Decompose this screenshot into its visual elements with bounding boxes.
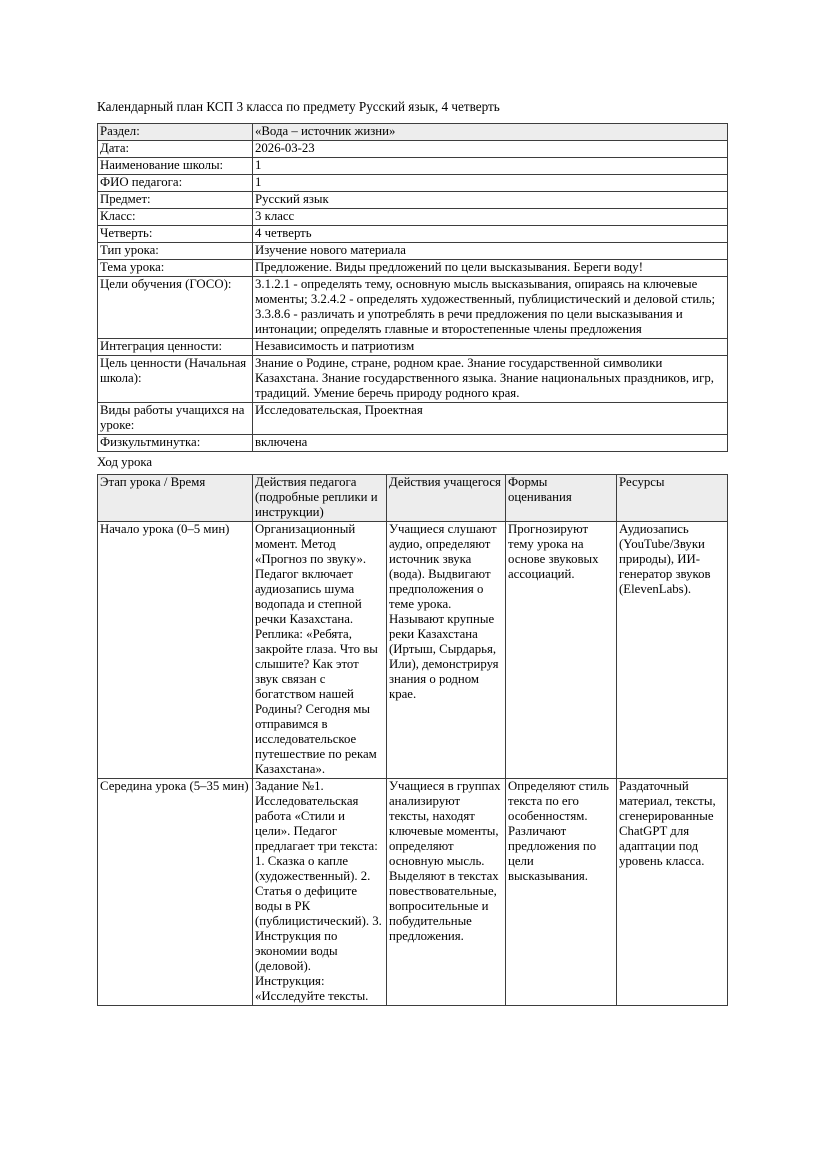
table-row: [98, 226, 728, 243]
header-stage: Этап урока / Время: [98, 475, 253, 522]
lesson-info-table: [97, 123, 728, 452]
stage-cell: Середина урока (5–35 мин): [98, 779, 253, 1006]
document-title: Календарный план КСП 3 класса по предмету Русский язык, 4 четверть: [97, 99, 500, 114]
lesson-plan-table: [97, 474, 728, 1006]
table-row: [98, 192, 728, 209]
info-label-cell: Предмет:: [98, 192, 253, 209]
table-row: [98, 779, 728, 1006]
assessment-cell: Прогнозируют тему урока на основе звуковых ассоциаций.: [506, 522, 617, 779]
info-label-cell: Тема урока:: [98, 260, 253, 277]
info-label-cell: Интеграция ценности:: [98, 339, 253, 356]
table-row: [98, 277, 728, 339]
resources-cell: Раздаточный материал, тексты, сгенерированные ChatGPT для адаптации под уровень класса.: [617, 779, 728, 1006]
info-value-cell: 1: [253, 158, 728, 175]
info-label-cell: Цели обучения (ГОСО):: [98, 277, 253, 339]
info-value-cell: Предложение. Виды предложений по цели высказывания. Береги воду!: [253, 260, 728, 277]
table-row: [98, 260, 728, 277]
table-row: [98, 158, 728, 175]
info-label-cell: Дата:: [98, 141, 253, 158]
student-actions-cell: Учащиеся в группах анализируют тексты, находят ключевые моменты, определяют основную мысль. Выделяют в текстах повествовательные, вопросительные и побудительные предложения.: [387, 779, 506, 1006]
table-row: [98, 124, 728, 141]
teacher-actions-cell: Задание №1. Исследовательская работа «Стили и цели». Педагог предлагает три текста: 1. Сказка о капле (художественный). 2. Статья о дефиците воды в РК (публицистический). 3. Инструкция по экономии воды (деловой). Инструкция: «Исследуйте тексты.: [253, 779, 387, 1006]
table-header-row: [98, 475, 728, 522]
header-assessment: Формы оценивания: [506, 475, 617, 522]
table-row: [98, 141, 728, 158]
info-label-cell: ФИО педагога:: [98, 175, 253, 192]
info-label-cell: Четверть:: [98, 226, 253, 243]
header-teacher-actions: Действия педагога (подробные реплики и инструкции): [253, 475, 387, 522]
info-value-cell: «Вода – источник жизни»: [253, 124, 728, 141]
info-value-cell: 1: [253, 175, 728, 192]
info-label-cell: Цель ценности (Начальная школа):: [98, 356, 253, 403]
stage-cell: Начало урока (0–5 мин): [98, 522, 253, 779]
info-label-cell: Наименование школы:: [98, 158, 253, 175]
info-value-cell: включена: [253, 435, 728, 452]
section-heading: Ход урока: [97, 455, 153, 469]
info-value-cell: Русский язык: [253, 192, 728, 209]
table-row: [98, 175, 728, 192]
info-value-cell: Независимость и патриотизм: [253, 339, 728, 356]
info-value-cell: 3 класс: [253, 209, 728, 226]
table-row: [98, 339, 728, 356]
info-label-cell: Тип урока:: [98, 243, 253, 260]
info-value-cell: 2026-03-23: [253, 141, 728, 158]
table-row: [98, 522, 728, 779]
assessment-cell: Определяют стиль текста по его особенностям. Различают предложения по цели высказывания.: [506, 779, 617, 1006]
resources-cell: Аудиозапись (YouTube/Звуки природы), ИИ-генератор звуков (ElevenLabs).: [617, 522, 728, 779]
table-row: [98, 209, 728, 226]
teacher-actions-cell: Организационный момент. Метод «Прогноз по звуку». Педагог включает аудиозапись шума водопада и степной речки Казахстана. Реплика: «Ребята, закройте глаза. Что вы слышите? Как этот звук связан с богатством нашей Родины? Сегодня мы отправимся в исследовательское путешествие по рекам Казахстана».: [253, 522, 387, 779]
student-actions-cell: Учащиеся слушают аудио, определяют источник звука (вода). Выдвигают предположения о теме урока. Называют крупные реки Казахстана (Иртыш, Сырдарья, Или), демонстрируя знания о родном крае.: [387, 522, 506, 779]
table-row: [98, 243, 728, 260]
info-label-cell: Физкультминутка:: [98, 435, 253, 452]
table-row: [98, 403, 728, 435]
info-label-cell: Виды работы учащихся на уроке:: [98, 403, 253, 435]
header-resources: Ресурсы: [617, 475, 728, 522]
info-value-cell: 3.1.2.1 - определять тему, основную мысль высказывания, опираясь на ключевые моменты; 3.2.4.2 - определять художественный, публицистический и деловой стиль; 3.3.8.6 - различать и употреблять в речи предложения по цели высказывания и интонации; определять главные и второстепенные члены предложения: [253, 277, 728, 339]
info-label-cell: Класс:: [98, 209, 253, 226]
info-value-cell: 4 четверть: [253, 226, 728, 243]
info-label-cell: Раздел:: [98, 124, 253, 141]
table-row: [98, 356, 728, 403]
header-student-actions: Действия учащегося: [387, 475, 506, 522]
info-value-cell: Изучение нового материала: [253, 243, 728, 260]
table-row: [98, 435, 728, 452]
info-value-cell: Исследовательская, Проектная: [253, 403, 728, 435]
info-value-cell: Знание о Родине, стране, родном крае. Знание государственной символики Казахстана. Знание государственного языка. Знание национальных праздников, игр, традиций. Умение беречь природу родного края.: [253, 356, 728, 403]
